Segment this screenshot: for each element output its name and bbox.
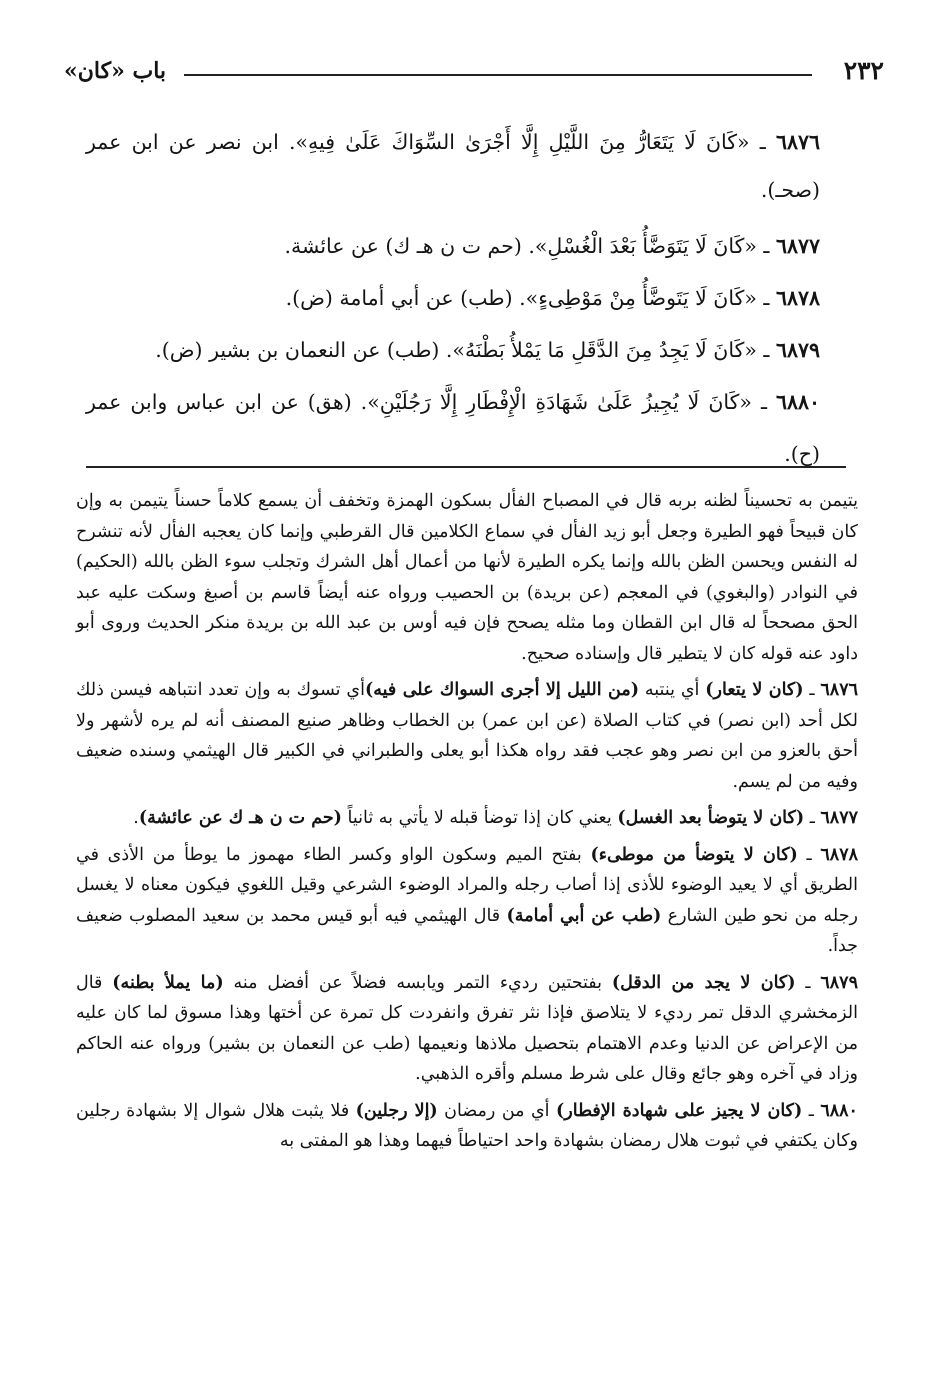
commentary-entry — [76, 840, 858, 962]
hadith-text: «كَانَ لَا يَتَوَضَّأُ بَعْدَ الْغُسْلِ» — [534, 234, 757, 258]
commentary-body-2: . — [133, 808, 139, 828]
hadith-source: . (طب) عن النعمان بن بشير (ض). — [155, 338, 453, 362]
commentary-body: يعني كان إذا توضأ قبله لا يأتي به ثانياً — [341, 808, 618, 828]
commentary-number: ٦٨٧٧ — [820, 808, 858, 828]
commentary-head: (كان لا يجيز على شهادة الإفطار) — [556, 1100, 803, 1121]
page-header — [64, 52, 884, 98]
commentary-number: ٦٨٧٩ — [820, 972, 858, 993]
commentary-head: (كان لا يتوضأ من موطىء) — [590, 844, 798, 865]
hadith-source: . (حم ت ن هـ ك) عن عائشة. — [284, 234, 535, 258]
hadith-text: «كَانَ لَا يَتَعَارُّ مِنَ اللَّيْلِ إِلَّا أَجْرَىٰ السِّوَاكَ عَلَىٰ فِيهِ» — [295, 130, 750, 154]
commentary-number: ٦٨٧٦ — [820, 680, 858, 700]
hadith-list — [86, 118, 820, 480]
hadith-entry — [86, 220, 820, 272]
commentary-entry — [76, 968, 858, 1090]
hadith-number: ٦٨٧٧ — [775, 234, 820, 258]
page-number: ٢٣٢ — [843, 56, 884, 85]
hadith-text: «كَانَ لَا يَتَوضَّأُ مِنْ مَوْطِىءٍ» — [525, 286, 757, 310]
hadith-number: ٦٨٨٠ — [775, 390, 820, 414]
footnote-divider — [86, 466, 846, 468]
commentary-number: ٦٨٨٠ — [820, 1100, 858, 1121]
hadith-separator: ـ — [756, 234, 776, 258]
hadith-separator: ـ — [756, 338, 776, 362]
commentary-body: بفتحتين رديء التمر ويابسه فضلاً عن أفضل منه — [223, 972, 612, 993]
hadith-number: ٦٨٧٨ — [775, 286, 820, 310]
commentary-body: بفتح الميم وسكون الواو وكسر الطاء مهموز ما يوطأ من الأذى في الطريق أي لا يعيد الوضوء للأذى إذا أصاب رجله والمراد الوضوء الشرعي وقيل اللغوي فيكون معناه لا يغسل رجله من نحو طين الشارع — [76, 844, 858, 926]
commentary-head-2: (طب عن أبي أمامة) — [506, 905, 662, 926]
hadith-source: . ابن نصر عن ابن عمر (صحـ). — [86, 130, 820, 202]
chapter-title: باب «كان» — [64, 58, 167, 84]
hadith-number: ٦٨٧٦ — [775, 130, 821, 154]
commentary-entry — [76, 1096, 858, 1157]
commentary-number: ٦٨٧٨ — [820, 844, 858, 865]
commentary-separator: ـ — [804, 808, 821, 828]
commentary-head: (كان لا يتعار) — [705, 680, 804, 700]
hadith-entry — [86, 376, 820, 480]
commentary-section — [76, 486, 858, 1163]
commentary-separator: ـ — [795, 972, 821, 993]
commentary-continuation: يتيمن به تحسيناً لظنه بربه قال في المصباح الفأل بسكون الهمزة وتخفف أن يسمع كلاماً حسناً يتيمن به وإن كان قبيحاً فهو الطيرة وجعل أبو زيد الفأل في سماع الكلامين قال القرطبي وإنما كان يعجبه الفأل لأنه تنشرح له النفس ويحسن الظن بالله وإنما يكره الطيرة لأنها من أعمال أهل الشرك وتجلب سوء الظن بالله (الحكيم) في النوادر (والبغوي) في المعجم (عن بريدة) بن الحصيب ورواه عنه أيضاً قاسم بن أصبغ وسكت عليه عبد الحق مصححاً له قال ابن القطان وما مثله يصحح فإن فيه أوس بن عبد الله بن بريدة منكر الحديث وروى أبو داود عنه قوله كان لا يتطير قال وإسناده صحيح. — [76, 491, 858, 664]
hadith-source: . (هق) عن ابن عباس وابن عمر (ح). — [86, 390, 820, 466]
commentary-head: (كان لا يتوضأ بعد الغسل) — [617, 808, 805, 828]
commentary-separator: ـ — [802, 1100, 821, 1121]
hadith-text: «كَانَ لَا يَجِدُ مِنَ الدَّقَلِ مَا يَمْلأُ بَطْنَهُ» — [452, 338, 757, 362]
hadith-source: . (طب) عن أبي أمامة (ض). — [285, 286, 526, 310]
commentary-body-2: قال الهيثمي فيه أبو قيس محمد بن سعيد المصلوب ضعيف جداً. — [76, 905, 858, 956]
header-rule — [184, 74, 812, 76]
commentary-body-2: قال الزمخشري الدقل تمر رديء لا يتلاصق فإذا نثر تفرق وانفردت كل تمرة عن أختها وهذا مسوق لما كان عليه من الإعراض عن الدنيا وعدم الاهتمام بتحصيل ملاذها ونعيمها (طب عن النعمان بن بشير) ورواه عنه الحاكم وزاد في آخره وهو جائع وقال على شرط مسلم وأقره الذهبي. — [76, 972, 858, 1084]
commentary-head-2: (من الليل إلا أجرى السواك على فيه) — [364, 680, 640, 700]
commentary-body: أي من رمضان — [437, 1100, 556, 1121]
commentary-separator: ـ — [797, 844, 821, 865]
commentary-entry — [76, 803, 858, 834]
hadith-entry — [86, 272, 820, 324]
hadith-number: ٦٨٧٩ — [775, 338, 820, 362]
commentary-head-2: (ما يملأ بطنه) — [112, 972, 224, 993]
hadith-separator: ـ — [749, 130, 776, 154]
hadith-entry — [86, 324, 820, 376]
hadith-entry — [86, 118, 820, 214]
hadith-separator: ـ — [751, 390, 776, 414]
commentary-head-2: (حم ت ن هـ ك عن عائشة) — [138, 808, 342, 828]
commentary-body-2: أي تسوك به وإن تعدد انتباهه فيسن ذلك لكل أحد (ابن نصر) في كتاب الصلاة (عن ابن عمر) بن الخطاب وظاهر صنيع المصنف أنه لم يره لأشهر ولا أحق بالعزو من ابن نصر وهو عجب فقد رواه هكذا أبو يعلى والطبراني في الكبير قال الهيثمي وسنده ضعيف وفيه من لم يسم. — [76, 680, 858, 792]
commentary-separator: ـ — [803, 680, 821, 700]
commentary-head-2: (إلا رجلين) — [355, 1100, 438, 1121]
commentary-body-2: فلا يثبت هلال شوال إلا بشهادة رجلين وكان يكتفي في ثبوت هلال رمضان بشهادة واحد احتياطاً فيهما وهذا هو المفتى به — [76, 1100, 858, 1151]
commentary-body: أي ينتبه — [639, 680, 706, 700]
hadith-separator: ـ — [756, 286, 776, 310]
hadith-text: «كَانَ لَا يُجِيزُ عَلَىٰ شَهَادَةِ الْإِفْطَارِ إِلَّا رَجُلَيْنِ» — [367, 390, 752, 414]
commentary-head: (كان لا يجد من الدقل) — [611, 972, 796, 993]
commentary-entry — [76, 675, 858, 797]
